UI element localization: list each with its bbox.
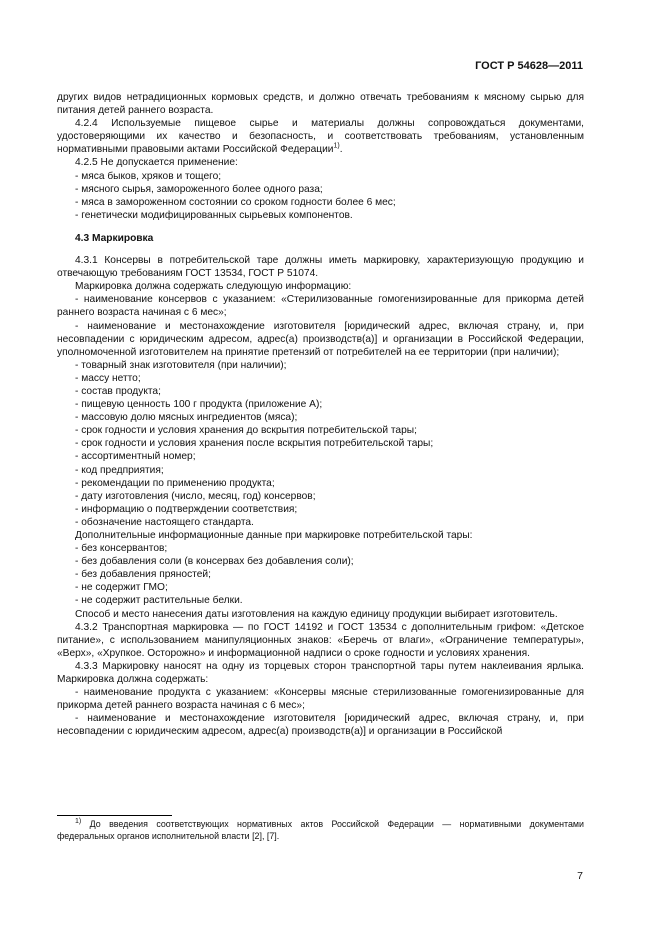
section-heading: 4.3 Маркировка (75, 232, 154, 244)
list-item: - товарный знак изготовителя (при наличии); (75, 359, 287, 371)
footnote-marker: 1) (75, 818, 82, 826)
paragraph-4-3-2: 4.3.2 Транспортная маркировка — по ГОСТ 14192 и ГОСТ 13534 с дополнительным грифом: «Детское питание», с использованием манипуляционных знаков: «Беречь от влаги», «Ограничение температуры», «Верх», «Хрупкое. Осторожно» и информационной надписи о сроке годности и условиях хранения. (57, 621, 584, 659)
list-item: - без добавления соли (в консервах без добавления соли); (75, 556, 354, 568)
list-item: - состав продукта; (75, 385, 161, 397)
paragraph-marking-intro: Маркировка должна содержать следующую информацию: (75, 281, 352, 293)
paragraph-4-2-4-text: 4.2.4 Используемые пищевое сырье и материалы должны сопровождаться документами, удостоверяющими их качество и безопасность, и соответствовать требованиям, установленным нормативными правовыми актами Российской Федерации (57, 118, 584, 156)
list-item: - срок годности и условия хранения после вскрытия потребительской тары; (75, 438, 434, 450)
list-item: - без добавления пряностей; (75, 569, 211, 581)
marking-info-list (57, 359, 584, 529)
list-item: - генетически модифицированных сырьевых компонентов. (75, 209, 353, 221)
list-item: - дату изготовления (число, месяц, год) консервов; (75, 490, 316, 502)
paragraph-4-2-5: 4.2.5 Не допускается применение: (75, 157, 238, 169)
list-item: - мяса быков, хряков и тощего; (75, 170, 222, 182)
paragraph-manufacturer: - наименование и местонахождение изготовителя [юридический адрес, включая страну, и, при несовпадении с юридическим адресом, адрес(а) производств(а)] и организации в Российской Федерации, уполномоченной изготовителем на принятие претензий от потребителей на ее территории (при наличии); (57, 320, 584, 358)
list-item: - код предприятия; (75, 464, 164, 476)
footnote-reference[interactable]: 1) (333, 142, 340, 150)
list-item: - ассортиментный номер; (75, 451, 196, 463)
paragraph-date-method: Способ и место нанесения даты изготовления на каждую единицу продукции выбирает изготовитель. (75, 608, 558, 620)
paragraph-transport-manufacturer: - наименование и местонахождение изготовителя [юридический адрес, включая страну, и, при несовпадении с юридическим адресом, адрес(а) производств(а)] и организации в Российской (57, 713, 584, 738)
list-item: - без консервантов; (75, 543, 168, 555)
list-item: - информацию о подтверждении соответствия; (75, 503, 298, 515)
list-item: - массовую долю мясных ингредиентов (мяса); (75, 412, 298, 424)
list-item: - обозначение настоящего стандарта. (75, 516, 254, 528)
document-code-header: ГОСТ Р 54628—2011 (475, 60, 583, 72)
list-item: - массу нетто; (75, 372, 141, 384)
page-number: 7 (577, 870, 583, 882)
document-body (57, 91, 584, 739)
list-item: - пищевую ценность 100 г продукта (приложение А); (75, 399, 323, 411)
list-item: - срок годности и условия хранения до вскрытия потребительской тары; (75, 425, 417, 437)
paragraph-4-3-1: 4.3.1 Консервы в потребительской таре должны иметь маркировку, характеризующую продукцию и отвечающую требованиям ГОСТ 13534, ГОСТ Р 51074. (57, 255, 584, 280)
paragraph-additional-data: Дополнительные информационные данные при маркировке потребительской тары: (75, 530, 473, 541)
paragraph-continuation: других видов нетрадиционных кормовых средств, и должно отвечать требованиям к мясному сырью для питания детей раннего возраста. (57, 92, 584, 117)
list-item: - мяса в замороженном состоянии со сроком годности более 6 мес; (75, 196, 396, 208)
list-item: - не содержит ГМО; (75, 582, 168, 594)
paragraph-4-2-4: 4.2.4 Используемые пищевое сырье и материалы должны сопровождаться документами, удостоверяющими их качество и безопасность, и соответствовать требованиям, установленным нормативными правовыми актами Российской Федерации$^{1)}$. (57, 118, 584, 156)
footnote-text: До введения соответствующих нормативных актов Российской Федерации — нормативными документами федеральных органов исполнительной власти [2], [7]. (57, 819, 584, 841)
paragraph-transport-product-name: - наименование продукта с указанием: «Консервы мясные стерилизованные гомогенизированные для прикорма детей раннего возраста начиная с 6 мес»; (57, 687, 584, 712)
prohibited-list (57, 170, 584, 222)
footnote (57, 819, 584, 842)
list-item: - рекомендации по применению продукта; (75, 477, 275, 489)
list-item: - мясного сырья, замороженного более одного раза; (75, 183, 323, 195)
paragraph-4-3-3: 4.3.3 Маркировку наносят на одну из торцевых сторон транспортной тары путем наклеивания ярлыка. Маркировка должна содержать: (57, 660, 584, 686)
footnote-divider (57, 815, 172, 816)
list-item: - не содержит растительные белки. (75, 595, 243, 607)
additional-data-list (57, 542, 584, 607)
paragraph-product-name: - наименование консервов с указанием: «Стерилизованные гомогенизированные для прикорма детей раннего возраста начиная с 6 мес»; (57, 294, 584, 319)
